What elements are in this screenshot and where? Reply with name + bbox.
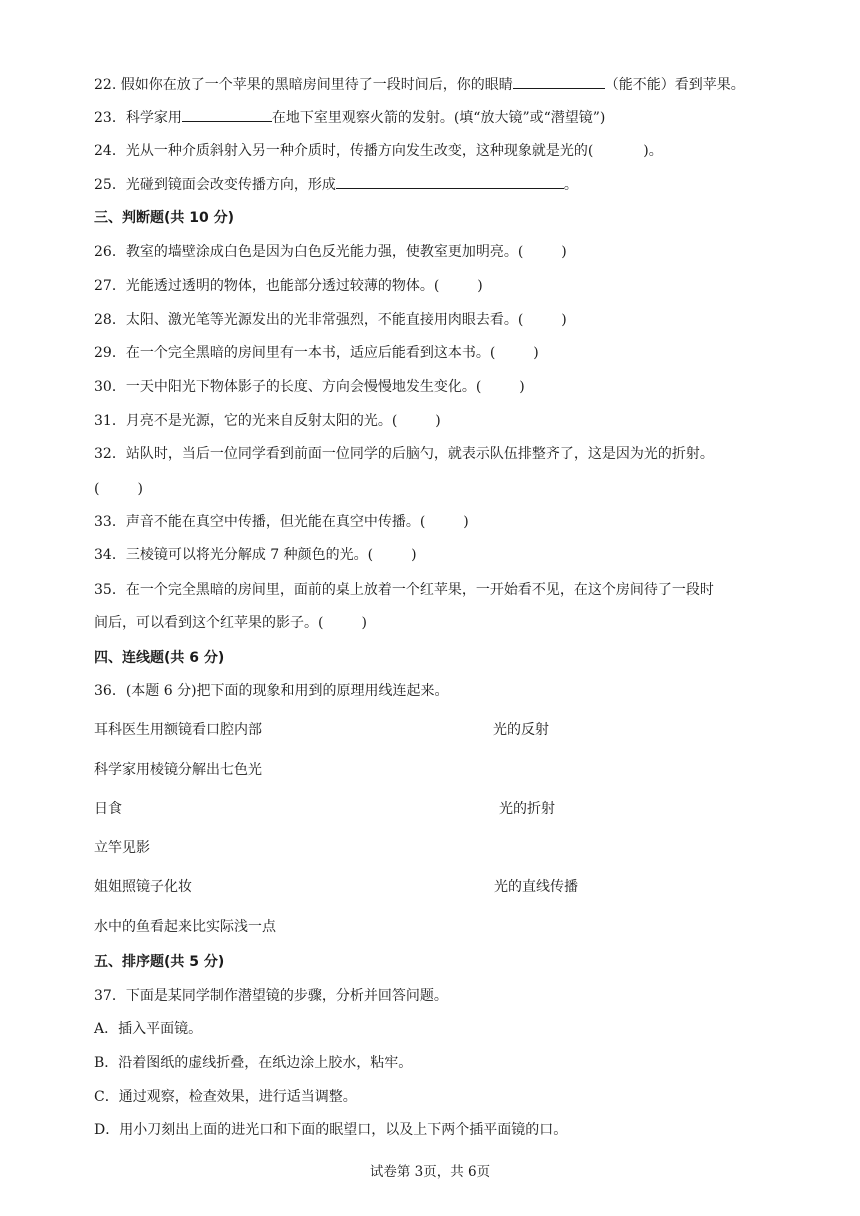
question-26: [94, 242, 567, 262]
close-paren: ): [477, 278, 483, 294]
question-text: 科学家用: [125, 110, 182, 126]
question-text: 假如你在放了一个苹果的黑暗房间里待了一段时间后，你的眼睛: [120, 77, 513, 93]
section-heading-ordering: 五、排序题(共 5 分): [94, 954, 225, 970]
answer-blank[interactable]: [513, 74, 605, 89]
question-text: 三棱镜可以将光分解成 7 种颜色的光。(: [125, 547, 374, 563]
question-number: 25．: [94, 177, 126, 193]
answer-blank[interactable]: [336, 174, 564, 189]
close-paren: ): [411, 547, 417, 563]
question-text-end: )。: [643, 143, 663, 159]
matching-left-item[interactable]: 姐姐照镜子化妆: [94, 879, 192, 895]
question-text: 站队时，当后一位同学看到前面一位同学的后脑勺，就表示队伍排整齐了，这是因为光的折射。: [125, 446, 714, 462]
question-number: 26．: [94, 244, 126, 260]
question-number: 34．: [94, 547, 126, 563]
question-number: 22.: [94, 77, 117, 93]
question-37: 37．下面是某同学制作潜望镜的步骤，分析并回答问题。: [94, 988, 448, 1004]
matching-right-item[interactable]: 光的直线传播: [494, 879, 578, 895]
question-30: [94, 377, 525, 397]
close-paren: ): [361, 615, 367, 631]
matching-right-item[interactable]: 光的反射: [493, 722, 549, 738]
question-35-continued: [94, 613, 367, 633]
close-paren: ): [137, 481, 143, 497]
question-text: 在一个完全黑暗的房间里有一本书，适应后能看到这本书。(: [125, 345, 496, 361]
open-paren: (: [94, 481, 100, 497]
close-paren: ): [561, 312, 567, 328]
question-text: 声音不能在真空中传播，但光能在真空中传播。(: [125, 514, 426, 530]
question-text: 太阳、激光笔等光源发出的光非常强烈，不能直接用肉眼去看。(: [125, 312, 524, 328]
question-32-continued: [94, 479, 143, 499]
question-text: 光从一种介质斜射入另一种介质时，传播方向发生改变，这种现象就是光的(: [125, 143, 594, 159]
question-number: 28．: [94, 312, 126, 328]
question-text-end: （能不能）看到苹果。: [604, 77, 745, 93]
question-32: [94, 444, 714, 464]
answer-blank[interactable]: [182, 107, 272, 122]
question-23: [94, 107, 605, 128]
question-number: 27．: [94, 278, 126, 294]
close-paren: ): [533, 345, 539, 361]
matching-left-item[interactable]: 耳科医生用额镜看口腔内部: [94, 722, 262, 738]
close-paren: ): [435, 413, 441, 429]
step-item: C．通过观察，检查效果，进行适当调整。: [94, 1089, 357, 1105]
page-footer: 试卷第 3页，共 6页: [369, 1164, 491, 1180]
close-paren: ): [561, 244, 567, 260]
question-29: [94, 343, 539, 363]
question-text-continued: 间后，可以看到这个红苹果的影子。(: [94, 615, 324, 631]
matching-left-item[interactable]: 日食: [94, 801, 122, 817]
question-33: [94, 512, 469, 532]
question-text: 月亮不是光源，它的光来自反射太阳的光。(: [125, 413, 398, 429]
question-35: [94, 580, 714, 600]
question-27: [94, 276, 483, 296]
question-number: 32．: [94, 446, 126, 462]
question-22: [94, 74, 745, 95]
question-number: 35．: [94, 582, 126, 598]
question-text-end: 在地下室里观察火箭的发射。(填“放大镜”或“潜望镜”): [271, 110, 606, 126]
question-number: 23．: [94, 110, 126, 126]
question-text: 光碰到镜面会改变传播方向，形成: [125, 177, 336, 193]
step-item: B．沿着图纸的虚线折叠，在纸边涂上胶水，粘牢。: [94, 1055, 413, 1071]
close-paren: ): [519, 379, 525, 395]
matching-left-item[interactable]: 水中的鱼看起来比实际浅一点: [94, 919, 276, 935]
question-36: 36．(本题 6 分)把下面的现象和用到的原理用线连起来。: [94, 683, 449, 699]
matching-left-item[interactable]: 科学家用棱镜分解出七色光: [94, 762, 262, 778]
matching-left-item[interactable]: 立竿见影: [94, 840, 150, 856]
matching-right-item[interactable]: 光的折射: [499, 801, 555, 817]
question-24: [94, 141, 663, 161]
section-heading-judgment: 三、判断题(共 10 分): [94, 210, 235, 226]
question-34: [94, 545, 417, 565]
question-number: 29．: [94, 345, 126, 361]
step-item: A．插入平面镜。: [94, 1021, 203, 1037]
section-heading-matching: 四、连线题(共 6 分): [94, 650, 225, 666]
question-number: 31．: [94, 413, 126, 429]
question-25: [94, 174, 578, 195]
close-paren: ): [463, 514, 469, 530]
question-text: 在一个完全黑暗的房间里，面前的桌上放着一个红苹果，一开始看不见，在这个房间待了一段时: [125, 582, 714, 598]
question-number: 30．: [94, 379, 126, 395]
question-number: 24．: [94, 143, 126, 159]
question-text: 光能透过透明的物体，也能部分透过较薄的物体。(: [125, 278, 440, 294]
question-28: [94, 310, 567, 330]
question-number: 33．: [94, 514, 126, 530]
question-31: [94, 411, 441, 431]
question-text: 一天中阳光下物体影子的长度、方向会慢慢地发生变化。(: [125, 379, 482, 395]
question-text-end: 。: [563, 177, 578, 193]
step-item: D．用小刀刻出上面的进光口和下面的眠望口，以及上下两个插平面镜的口。: [94, 1122, 568, 1138]
question-text: 教室的墙壁涂成白色是因为白色反光能力强，使教室更加明亮。(: [125, 244, 524, 260]
